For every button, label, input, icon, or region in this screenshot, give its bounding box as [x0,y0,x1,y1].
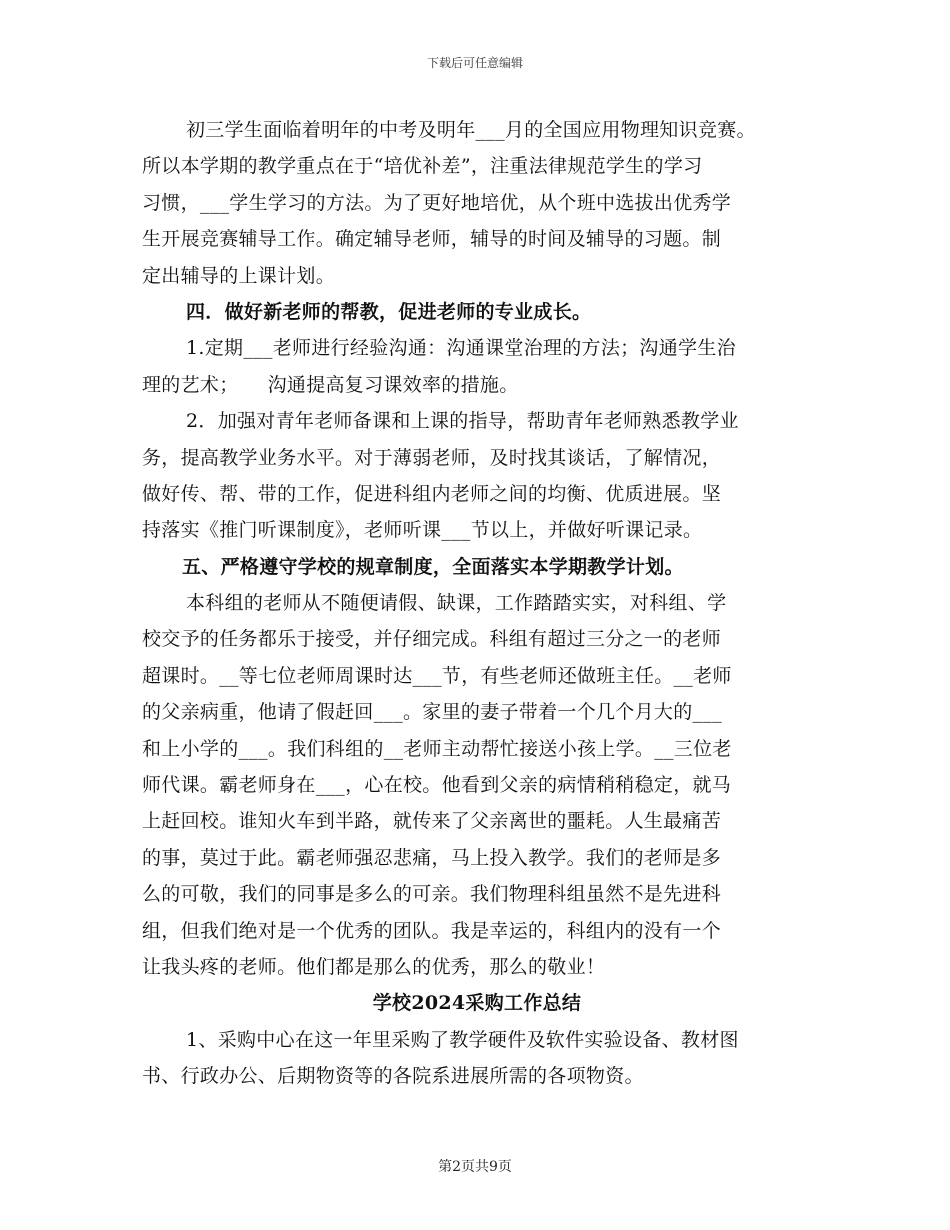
paragraph-line: 组，但我们绝对是一个优秀的团队。我是幸运的，科组内的没有一个 [142,919,722,942]
page-number: 第2页共9页 [438,1159,512,1175]
paragraph-line: 1.定期___老师进行经验沟通：沟通课堂治理的方法；沟通学生治 [186,337,736,360]
paragraph-line: 1、采购中心在这一年里采购了教学硬件及软件实验设备、教材图 [186,1028,739,1051]
paragraph-line: 2．加强对青年老师备课和上课的指导，帮助青年老师熟悉教学业 [186,410,739,433]
paragraph-line: 超课时。__等七位老师周课时达___节，有些老师还做班主任。__老师 [142,664,732,687]
section-heading: 四．做好新老师的帮教，促进老师的专业成长。 [186,300,592,323]
paragraph-line: 校交予的任务都乐于接受，并仔细完成。科组有超过三分之一的老师 [142,628,722,651]
paragraph-line: 书、行政办公、后期物资等的各院系进展所需的各项物资。 [142,1065,644,1088]
section-heading: 五、严格遵守学校的规章制度，全面落实本学期教学计划。 [182,555,684,578]
paragraph-line: 习惯，___学生学习的方法。为了更好地培优，从个班中选拔出优秀学 [142,191,732,214]
paragraph-line: 所以本学期的教学重点在于“培优补差”，注重法律规范学生的学习 [142,155,703,178]
paragraph-line: 本科组的老师从不随便请假、缺课，工作踏踏实实，对科组、学 [186,592,727,615]
paragraph-line: 生开展竞赛辅导工作。确定辅导老师，辅导的时间及辅导的习题。制 [142,228,722,251]
paragraph-line: 上赶回校。谁知火车到半路，就传来了父亲离世的噩耗。人生最痛苦 [142,810,722,833]
paragraph-line: 务，提高教学业务水平。对于薄弱老师，及时找其谈话，了解情况， [142,446,722,469]
document-body [142,112,812,1095]
paragraph-line: 和上小学的___。我们科组的__老师主动帮忙接送小孩上学。__三位老 [142,737,732,760]
paragraph-line: 师代课。霸老师身在___，心在校。他看到父亲的病情稍稍稳定，就马 [142,774,732,797]
paragraph-line: 持落实《推门听课制度》，老师听课___节以上，并做好听课记录。 [142,519,703,542]
document-title: 学校2024采购工作总结 [372,992,582,1015]
paragraph-line: 初三学生面临着明年的中考及明年___月的全国应用物理知识竞赛。 [186,119,756,141]
paragraph-line: 的父亲病重，他请了假赶回___。家里的妻子带着一个几个月大的___ [142,701,722,724]
paragraph-line: 么的可敬，我们的同事是多么的可亲。我们物理科组虽然不是先进科 [142,883,722,906]
paragraph-line: 理的艺术； 沟通提高复习课效率的措施。 [142,373,519,396]
paragraph-line: 定出辅导的上课计划。 [142,264,336,287]
page-header: 下载后可任意编辑 [426,56,523,70]
paragraph-line: 做好传、帮、带的工作，促进科组内老师之间的均衡、优质进展。坚 [142,482,722,505]
paragraph-line: 让我头疼的老师。他们都是那么的优秀，那么的敬业！ [142,955,606,978]
paragraph-line: 的事，莫过于此。霸老师强忍悲痛，马上投入教学。我们的老师是多 [142,846,722,869]
